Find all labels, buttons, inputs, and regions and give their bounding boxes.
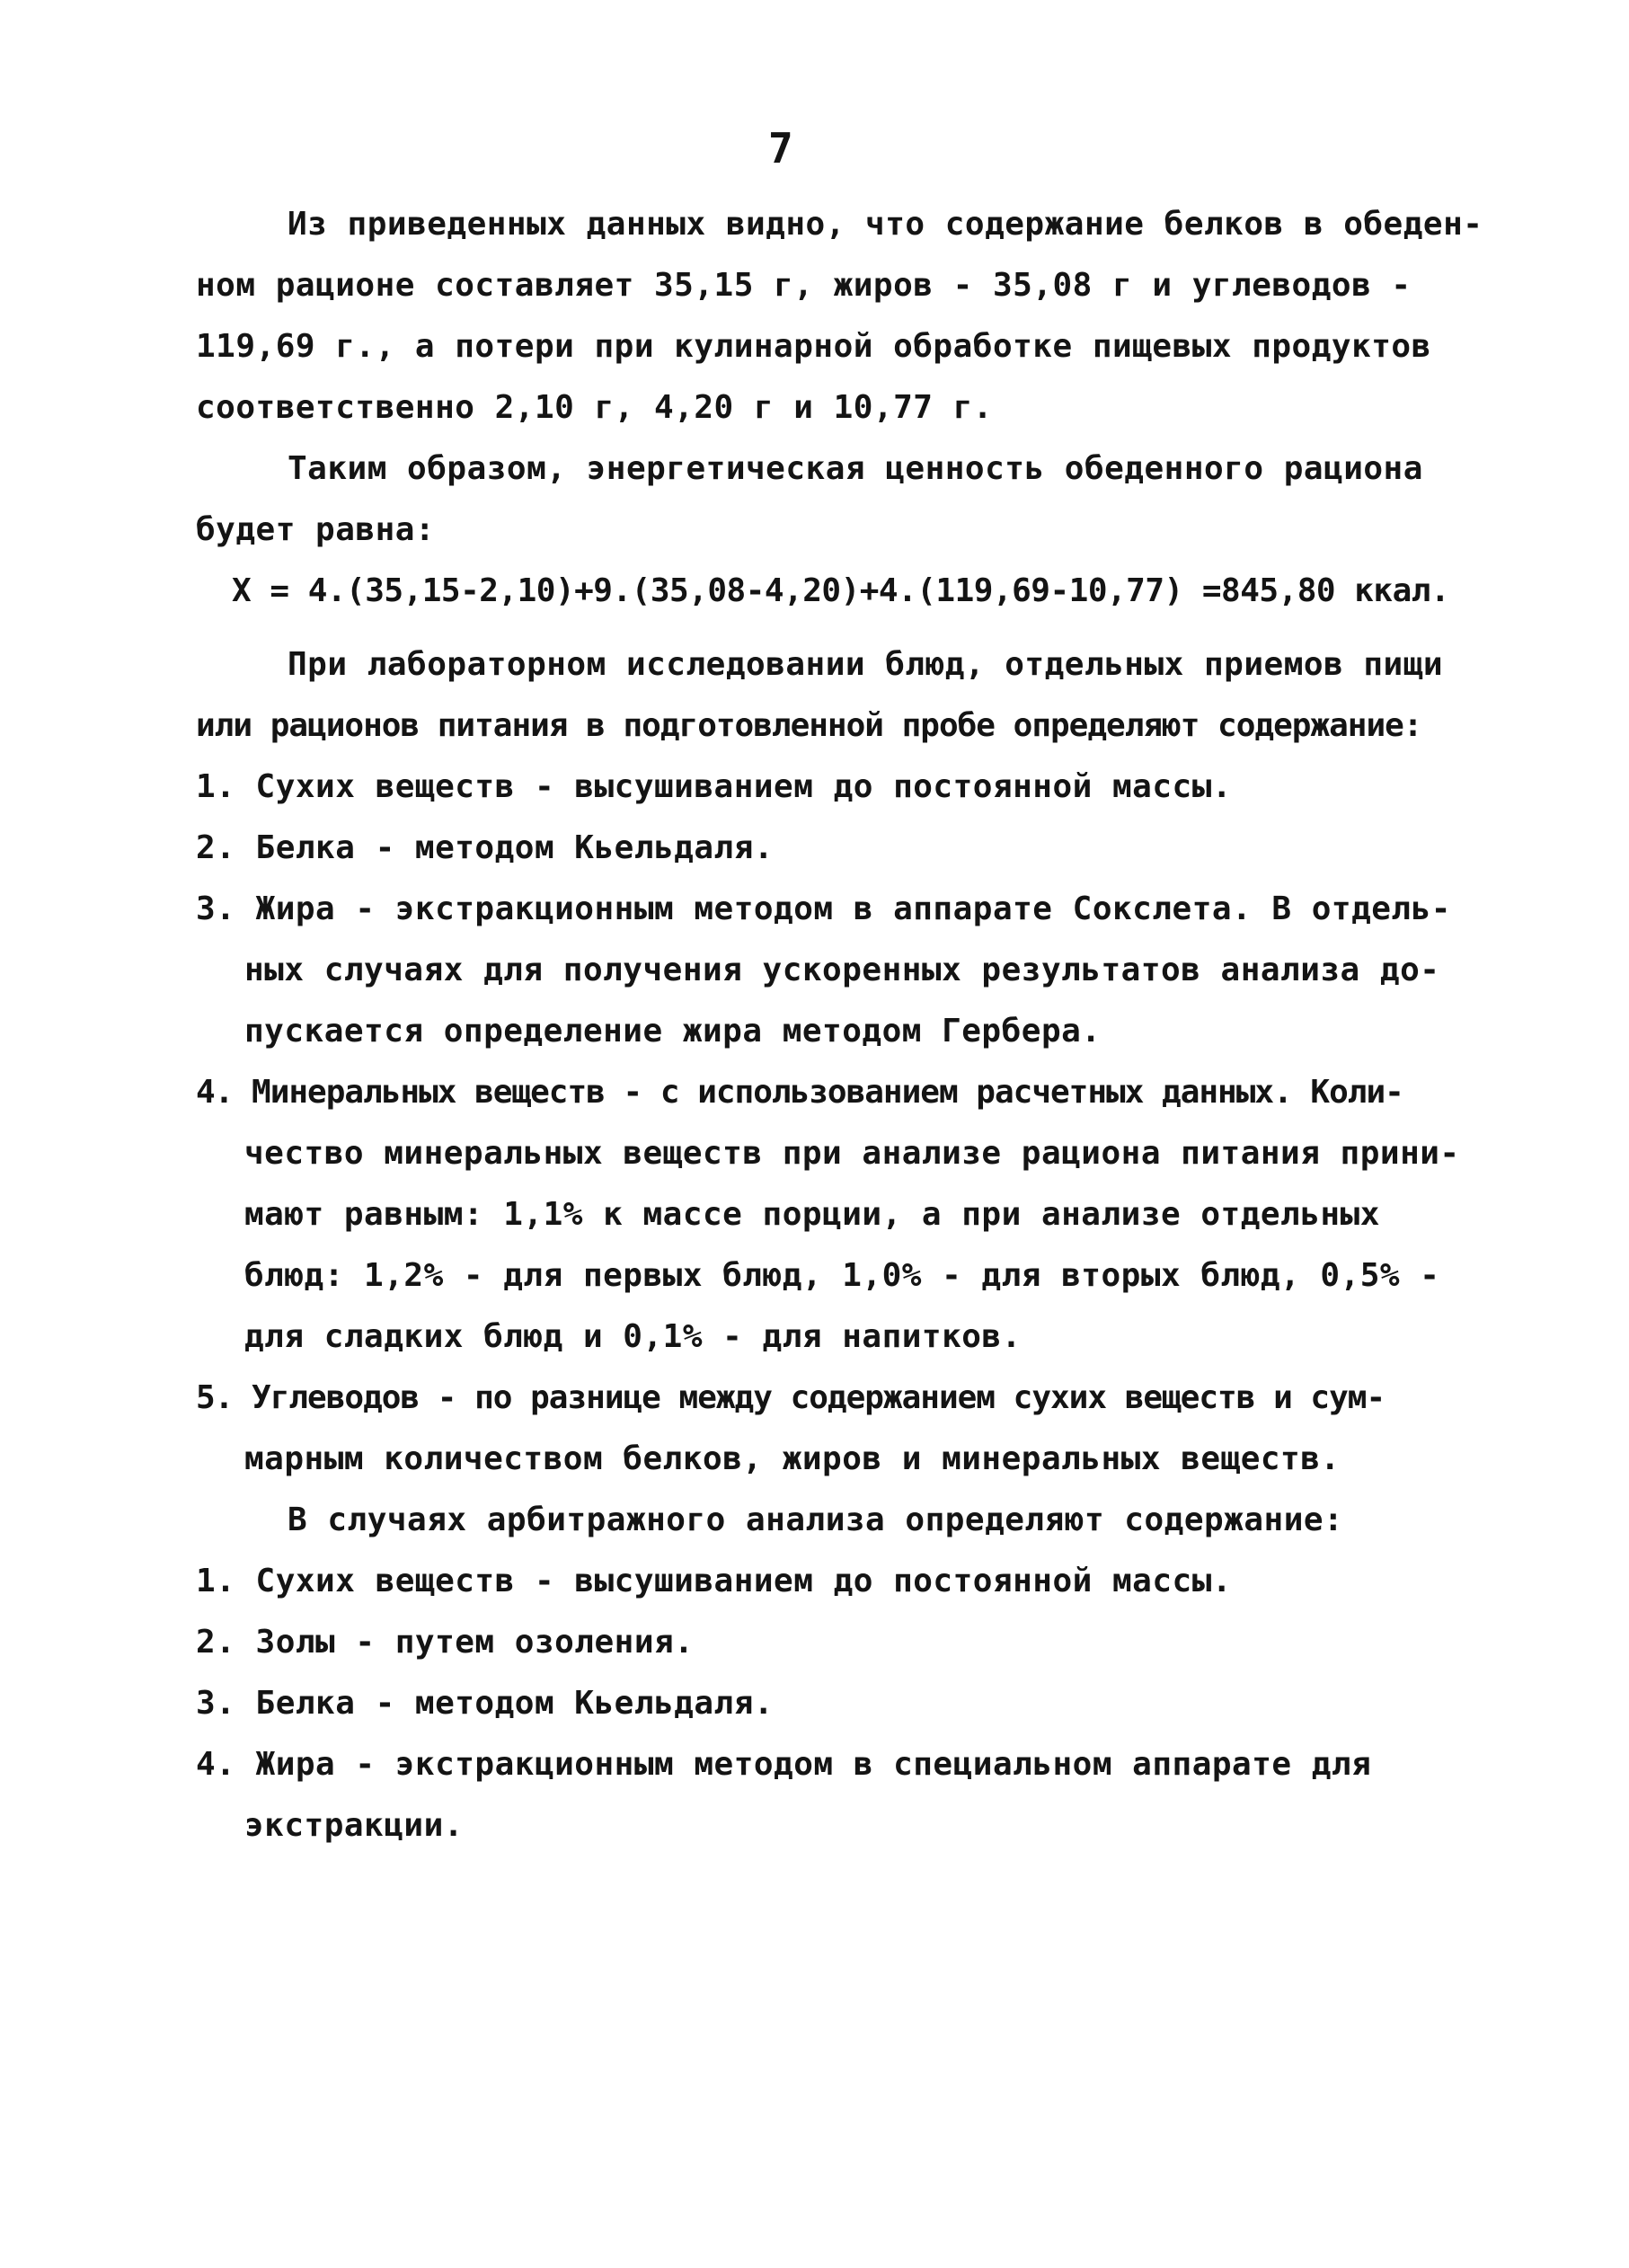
list-item-continuation: ных случаях для получения ускоренных результатов анализа до-: [244, 952, 1440, 988]
page-number: 7: [768, 124, 793, 173]
text-line: При лабораторном исследовании блюд, отдельных приемов пищи: [288, 646, 1444, 683]
text-line: или рационов питания в подготовленной пробе определяют содержание:: [196, 707, 1422, 744]
text-line: 119,69 г., а потери при кулинарной обработке пищевых продуктов: [196, 328, 1431, 365]
list-item-continuation: экстракции.: [244, 1807, 464, 1844]
list-item: 2. Золы - путем озоления.: [196, 1624, 695, 1661]
list-item: 2. Белка - методом Кьельдаля.: [196, 829, 775, 866]
list-item-continuation: чество минеральных веществ при анализе рациона питания прини-: [244, 1135, 1460, 1172]
list-item: 4. Жира - экстракционным методом в специальном аппарате для: [196, 1746, 1372, 1783]
text-line: Таким образом, энергетическая ценность обеденного рациона: [288, 450, 1423, 487]
list-item: 1. Сухих веществ - высушиванием до постоянной массы.: [196, 1563, 1233, 1599]
text-line: Из приведенных данных видно, что содержание белков в обеден-: [288, 206, 1483, 243]
list-item-continuation: блюд: 1,2% - для первых блюд, 1,0% - для вторых блюд, 0,5% -: [244, 1257, 1440, 1294]
list-item: 3. Жира - экстракционным методом в аппарате Сокслета. В отдель-: [196, 890, 1451, 927]
text-line: будет равна:: [196, 511, 436, 548]
text-line: ном рационе составляет 35,15 г, жиров - 35,08 г и углеводов -: [196, 267, 1412, 304]
list-item: 5. Углеводов - по разнице между содержанием сухих веществ и сум-: [196, 1379, 1386, 1416]
formula-line: X = 4.(35,15-2,10)+9.(35,08-4,20)+4.(119,69-10,77) =845,80 ккал.: [232, 572, 1450, 609]
text-line: В случаях арбитражного анализа определяют содержание:: [288, 1502, 1344, 1538]
list-item-continuation: марным количеством белков, жиров и минеральных веществ.: [244, 1440, 1341, 1477]
list-item-continuation: мают равным: 1,1% к массе порции, а при анализе отдельных: [244, 1196, 1380, 1233]
list-item: 1. Сухих веществ - высушиванием до постоянной массы.: [196, 768, 1233, 805]
list-item-continuation: пускается определение жира методом Гербера.: [244, 1013, 1102, 1050]
list-item: 4. Минеральных веществ - с использованием расчетных данных. Коли-: [196, 1074, 1403, 1111]
list-item: 3. Белка - методом Кьельдаля.: [196, 1685, 775, 1722]
text-line: соответственно 2,10 г, 4,20 г и 10,77 г.: [196, 389, 993, 426]
list-item-continuation: для сладких блюд и 0,1% - для напитков.: [244, 1318, 1022, 1355]
